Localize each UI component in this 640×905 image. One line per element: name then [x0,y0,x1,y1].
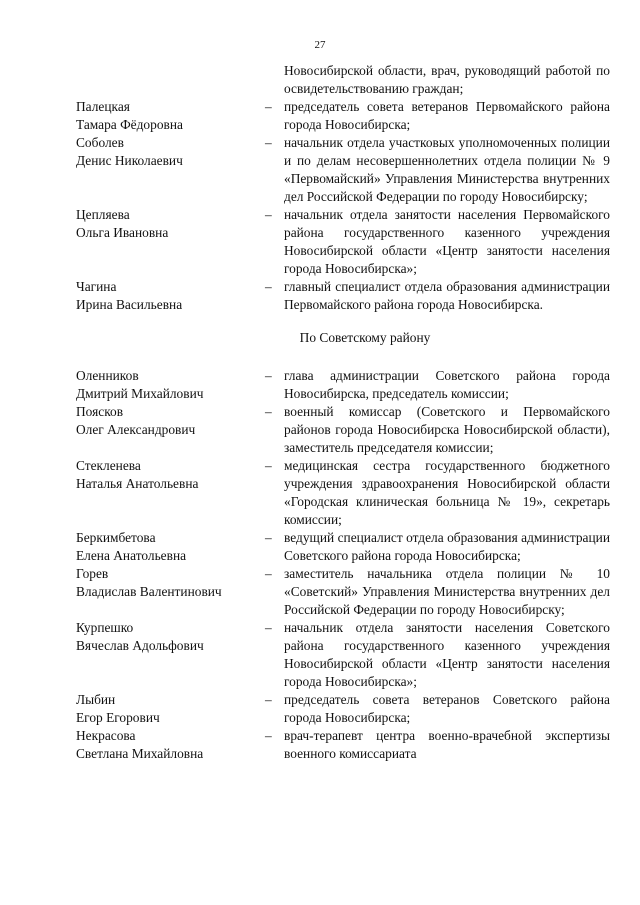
member-given-names: Ирина Васильевна [76,297,183,312]
member-name [76,98,254,134]
member-entry [0,691,640,727]
dash-separator: – [265,368,272,383]
member-given-names: Светлана Михайловна [76,746,204,761]
member-surname: Беркимбетова [76,530,156,545]
member-position: медицинская сестра государственного бюджетного учреждения здравоохранения Новосибирской области «Городская клиническая больница № 19», секретарь комиссии; [284,458,610,527]
member-given-names: Владислав Валентинович [76,584,222,599]
dash-separator: – [265,99,272,114]
member-entry [0,727,640,763]
member-position: председатель совета ветеранов Первомайского района города Новосибирска; [284,99,610,132]
member-position: военный комиссар (Советского и Первомайского районов города Новосибирска Новосибирской области), заместитель председателя комиссии; [284,404,610,455]
member-surname: Поясков [76,404,124,419]
member-name [76,529,254,565]
dash-separator: – [265,135,272,150]
member-entry [0,278,640,314]
member-name [76,565,254,601]
dash-separator: – [265,566,272,581]
member-name [76,457,254,493]
dash-separator: – [265,728,272,743]
section-heading-sovetsky: По Советскому району [299,330,431,345]
member-surname: Лыбин [76,692,116,707]
member-name [76,206,254,242]
member-position: заместитель начальника отдела полиции № 10 «Советский» Управления Министерства внутренних дел Российской Федерации по городу Новосибирску; [284,566,610,617]
member-given-names: Вячеслав Адольфович [76,638,204,653]
member-position: ведущий специалист отдела образования администрации Советского района города Новосибирска; [284,530,610,563]
member-position: начальник отдела участковых уполномоченных полиции и по делам несовершеннолетних отдела полиции № 9 «Первомайский» Управления Министерства внутренних дел Российской Федерации по городу Новосибирску; [284,135,610,204]
dash-separator: – [265,530,272,545]
member-given-names: Дмитрий Михайлович [76,386,204,401]
member-surname: Цепляева [76,207,130,222]
member-position: главный специалист отдела образования администрации Первомайского района города Новосибирска. [284,279,610,312]
member-name [76,727,254,763]
pervomaisky-district-members [0,62,640,314]
member-name [76,367,254,403]
member-given-names: Егор Егорович [76,710,160,725]
dash-separator: – [265,458,272,473]
dash-separator: – [265,279,272,294]
member-position: начальник отдела занятости населения Первомайского района государственного казенного учреждения Новосибирской области «Центр занятости населения города Новосибирска»; [284,207,610,276]
member-given-names: Наталья Анатольевна [76,476,199,491]
member-entry [0,134,640,206]
member-given-names: Тамара Фёдоровна [76,117,183,132]
member-surname: Соболев [76,135,124,150]
sovetsky-district-members [0,367,640,763]
member-position: начальник отдела занятости населения Советского района государственного казенного учреждения Новосибирской области «Центр занятости населения города Новосибирска»; [284,620,610,689]
member-name [76,619,254,655]
member-given-names: Денис Николаевич [76,153,183,168]
member-name [76,403,254,439]
dash-separator: – [265,207,272,222]
member-entry [0,457,640,529]
member-entry [0,367,640,403]
member-position: председатель совета ветеранов Советского района города Новосибирска; [284,692,610,725]
member-position: глава администрации Советского района города Новосибирска, председатель комиссии; [284,368,610,401]
member-entry [0,403,640,457]
member-entry [0,62,640,98]
member-surname: Горев [76,566,109,581]
member-entry [0,98,640,134]
member-surname: Стекленева [76,458,141,473]
member-name [76,134,254,170]
member-surname: Некрасова [76,728,136,743]
member-entry [0,529,640,565]
member-position: врач-терапевт центра военно-врачебной экспертизы военного комиссариата [284,728,610,761]
member-surname: Курпешко [76,620,134,635]
member-surname: Оленников [76,368,139,383]
member-given-names: Олег Александрович [76,422,196,437]
dash-separator: – [265,620,272,635]
member-name [76,691,254,727]
page-number: 27 [314,39,326,51]
dash-separator: – [265,692,272,707]
member-name [76,278,254,314]
member-entry [0,619,640,691]
member-surname: Палецкая [76,99,130,114]
dash-separator: – [265,404,272,419]
member-given-names: Елена Анатольевна [76,548,187,563]
member-entry [0,565,640,619]
member-given-names: Ольга Ивановна [76,225,169,240]
member-surname: Чагина [76,279,117,294]
commission-list [0,62,640,763]
member-position: Новосибирской области, врач, руководящий работой по освидетельствованию граждан; [284,63,610,96]
member-entry [0,206,640,278]
